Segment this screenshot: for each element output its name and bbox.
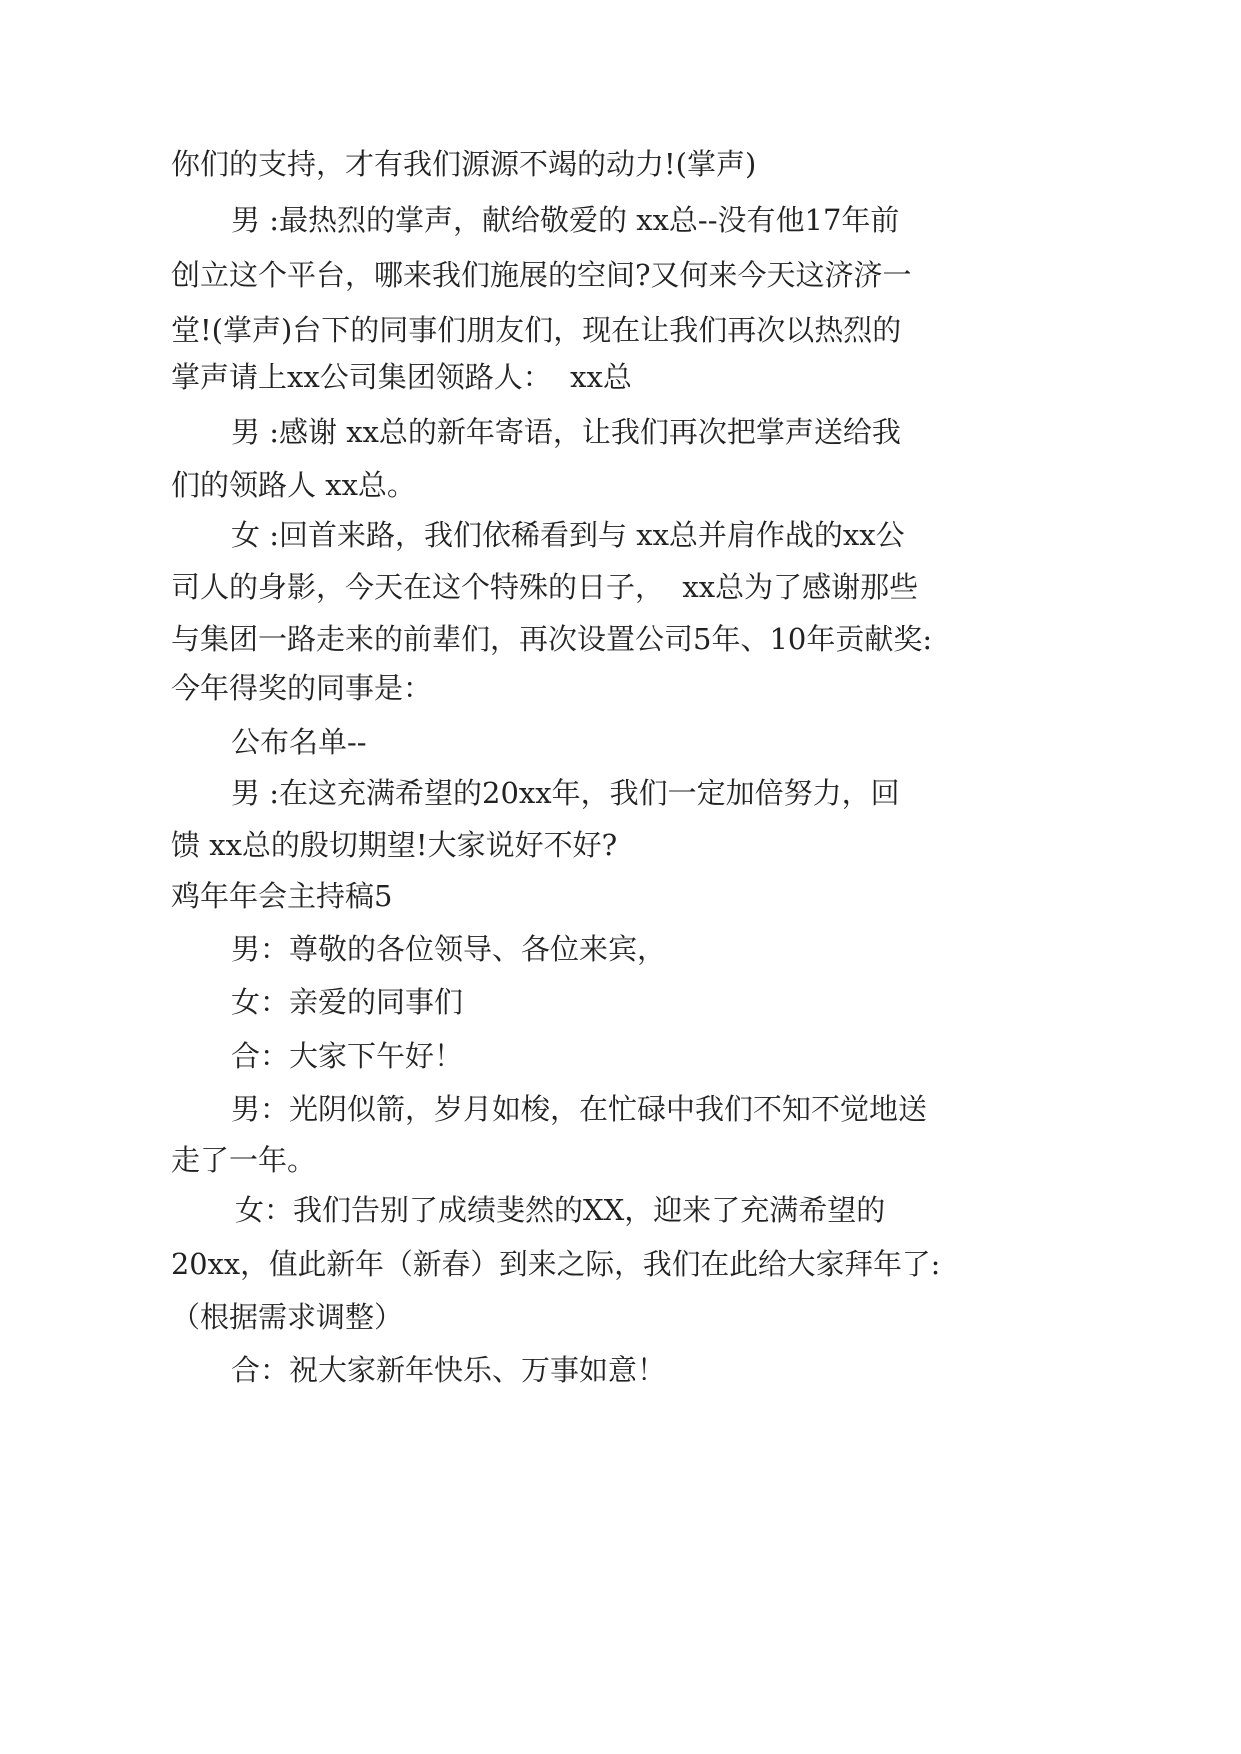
text-line: 司人的身影，今天在这个特殊的日子， xx总为了感谢那些 <box>171 570 919 604</box>
text-line: 女：我们告别了成绩斐然的XX，迎来了充满希望的 <box>235 1193 886 1227</box>
text-line: 与集团一路走来的前辈们，再次设置公司5年、10年贡献奖: <box>171 622 933 656</box>
text-line: 女：亲爱的同事们 <box>231 985 464 1019</box>
text-line: 男：尊敬的各位领导、各位来宾， <box>231 932 667 966</box>
text-line: 合：祝大家新年快乐、万事如意！ <box>231 1353 667 1387</box>
section-heading: 鸡年年会主持稿5 <box>171 879 393 913</box>
text-line: 掌声请上xx公司集团领路人： xx总 <box>171 360 632 394</box>
text-line: 男 :感谢 xx总的新年寄语，让我们再次把掌声送给我 <box>231 415 901 449</box>
text-line: 走了一年。 <box>171 1143 317 1177</box>
text-line: 堂!(掌声)台下的同事们朋友们，现在让我们再次以热烈的 <box>171 313 902 347</box>
text-line: 今年得奖的同事是： <box>171 671 433 705</box>
text-line: 男 :最热烈的掌声，献给敬爱的 xx总--没有他17年前 <box>231 203 900 237</box>
text-line: 男：光阴似箭，岁月如梭，在忙碌中我们不知不觉地送 <box>231 1092 928 1126</box>
text-line: 创立这个平台，哪来我们施展的空间?又何来今天这济济一 <box>171 258 912 292</box>
text-line: 馈 xx总的殷切期望!大家说好不好? <box>171 828 618 862</box>
text-line: 女 :回首来路，我们依稀看到与 xx总并肩作战的xx公 <box>231 518 905 552</box>
text-line: 20xx，值此新年（新春）到来之际，我们在此给大家拜年了: <box>171 1247 941 1281</box>
text-line: 你们的支持，才有我们源源不竭的动力!(掌声) <box>171 147 757 181</box>
text-line: 男 :在这充满希望的20xx年，我们一定加倍努力，回 <box>231 776 900 810</box>
text-line: （根据需求调整） <box>171 1300 404 1334</box>
text-line: 合：大家下午好！ <box>231 1039 464 1073</box>
text-line: 们的领路人 xx总。 <box>171 468 416 502</box>
text-line: 公布名单-- <box>231 725 367 759</box>
